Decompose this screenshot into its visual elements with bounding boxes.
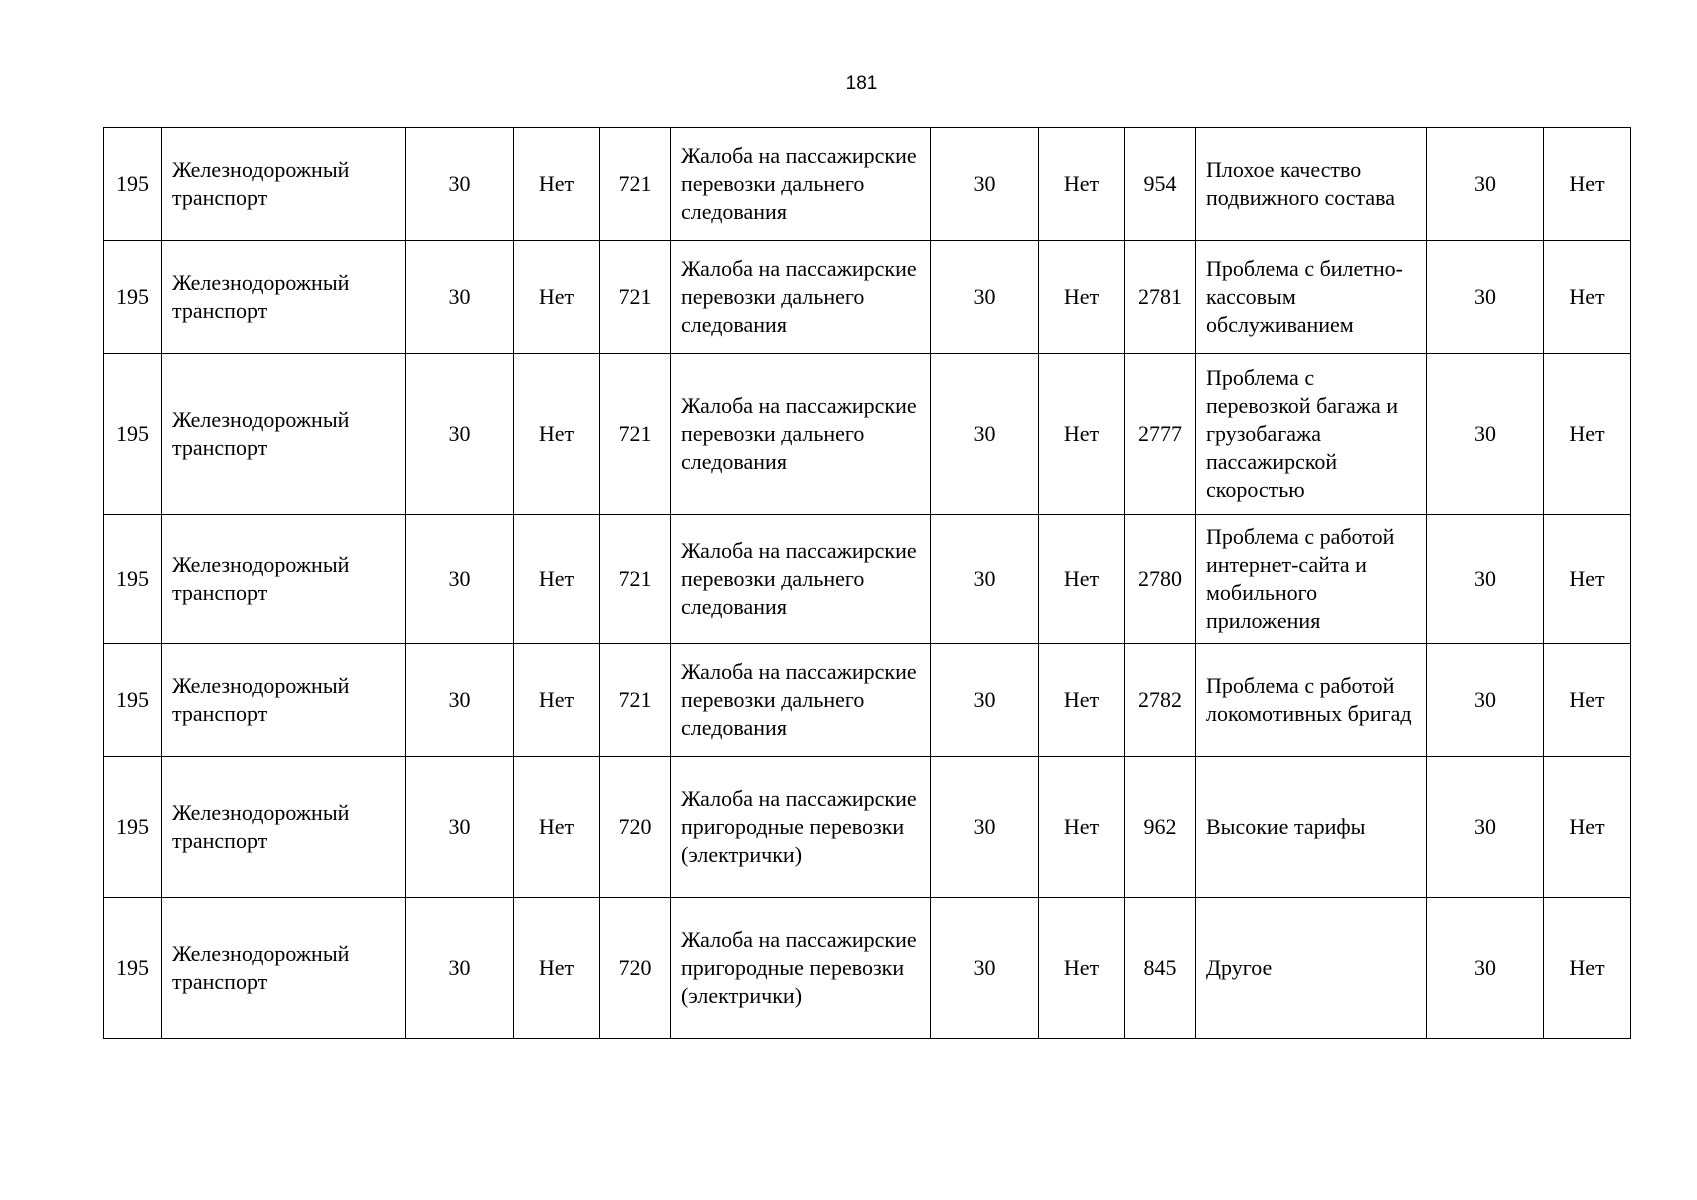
subcategory-cell: Жалоба на пассажирские перевозки дальнего следования xyxy=(671,354,931,515)
flag-cell: Нет xyxy=(1039,515,1125,644)
subcategory-cell: Жалоба на пассажирские пригородные перевозки (электрички) xyxy=(671,898,931,1039)
term-cell: 30 xyxy=(931,241,1039,354)
term-cell: 30 xyxy=(1427,757,1544,898)
term-cell: 30 xyxy=(406,898,514,1039)
flag-cell: Нет xyxy=(1039,128,1125,241)
category-cell: Железнодорожный транспорт xyxy=(162,515,406,644)
subcategory-cell: Жалоба на пассажирские перевозки дальнего следования xyxy=(671,241,931,354)
subcode-cell: 721 xyxy=(600,515,671,644)
term-cell: 30 xyxy=(1427,241,1544,354)
code-cell: 195 xyxy=(104,128,162,241)
category-cell: Железнодорожный транспорт xyxy=(162,644,406,757)
code-cell: 195 xyxy=(104,354,162,515)
topic-cell: Проблема с билетно-кассовым обслуживанием xyxy=(1196,241,1427,354)
flag-cell: Нет xyxy=(1039,241,1125,354)
subcategory-cell: Жалоба на пассажирские пригородные перевозки (электрички) xyxy=(671,757,931,898)
term-cell: 30 xyxy=(1427,128,1544,241)
code-cell: 195 xyxy=(104,757,162,898)
term-cell: 30 xyxy=(406,128,514,241)
category-cell: Железнодорожный транспорт xyxy=(162,898,406,1039)
topic-code-cell: 845 xyxy=(1125,898,1196,1039)
complaint-table xyxy=(103,127,1631,1039)
subcode-cell: 721 xyxy=(600,241,671,354)
category-cell: Железнодорожный транспорт xyxy=(162,128,406,241)
subcode-cell: 721 xyxy=(600,644,671,757)
topic-cell: Проблема с перевозкой багажа и грузобагажа пассажирской скоростью xyxy=(1196,354,1427,515)
table-row xyxy=(104,757,1631,898)
flag-cell: Нет xyxy=(1544,898,1631,1039)
flag-cell: Нет xyxy=(514,757,600,898)
subcategory-cell: Жалоба на пассажирские перевозки дальнего следования xyxy=(671,515,931,644)
table-row xyxy=(104,515,1631,644)
topic-code-cell: 2781 xyxy=(1125,241,1196,354)
flag-cell: Нет xyxy=(1039,354,1125,515)
flag-cell: Нет xyxy=(514,128,600,241)
table-row xyxy=(104,644,1631,757)
term-cell: 30 xyxy=(931,644,1039,757)
term-cell: 30 xyxy=(931,757,1039,898)
topic-code-cell: 2777 xyxy=(1125,354,1196,515)
term-cell: 30 xyxy=(406,515,514,644)
flag-cell: Нет xyxy=(1544,644,1631,757)
code-cell: 195 xyxy=(104,644,162,757)
term-cell: 30 xyxy=(931,354,1039,515)
term-cell: 30 xyxy=(1427,354,1544,515)
flag-cell: Нет xyxy=(1039,644,1125,757)
subcode-cell: 721 xyxy=(600,128,671,241)
term-cell: 30 xyxy=(406,757,514,898)
term-cell: 30 xyxy=(406,241,514,354)
flag-cell: Нет xyxy=(514,898,600,1039)
category-cell: Железнодорожный транспорт xyxy=(162,241,406,354)
code-cell: 195 xyxy=(104,515,162,644)
topic-cell: Другое xyxy=(1196,898,1427,1039)
topic-cell: Проблема с работой интернет-сайта и мобильного приложения xyxy=(1196,515,1427,644)
subcategory-cell: Жалоба на пассажирские перевозки дальнего следования xyxy=(671,644,931,757)
topic-code-cell: 954 xyxy=(1125,128,1196,241)
term-cell: 30 xyxy=(931,515,1039,644)
flag-cell: Нет xyxy=(514,515,600,644)
topic-cell: Плохое качество подвижного состава xyxy=(1196,128,1427,241)
topic-code-cell: 2780 xyxy=(1125,515,1196,644)
category-cell: Железнодорожный транспорт xyxy=(162,354,406,515)
flag-cell: Нет xyxy=(1544,241,1631,354)
flag-cell: Нет xyxy=(1544,354,1631,515)
table-row xyxy=(104,898,1631,1039)
topic-code-cell: 2782 xyxy=(1125,644,1196,757)
flag-cell: Нет xyxy=(1544,757,1631,898)
table-row xyxy=(104,128,1631,241)
subcode-cell: 720 xyxy=(600,898,671,1039)
term-cell: 30 xyxy=(1427,515,1544,644)
term-cell: 30 xyxy=(1427,898,1544,1039)
flag-cell: Нет xyxy=(1544,128,1631,241)
code-cell: 195 xyxy=(104,241,162,354)
code-cell: 195 xyxy=(104,898,162,1039)
term-cell: 30 xyxy=(931,128,1039,241)
flag-cell: Нет xyxy=(514,241,600,354)
table-row xyxy=(104,241,1631,354)
term-cell: 30 xyxy=(406,354,514,515)
topic-code-cell: 962 xyxy=(1125,757,1196,898)
term-cell: 30 xyxy=(931,898,1039,1039)
subcode-cell: 720 xyxy=(600,757,671,898)
page-number: 181 xyxy=(845,73,878,94)
flag-cell: Нет xyxy=(514,354,600,515)
flag-cell: Нет xyxy=(514,644,600,757)
subcategory-cell: Жалоба на пассажирские перевозки дальнего следования xyxy=(671,128,931,241)
term-cell: 30 xyxy=(406,644,514,757)
topic-cell: Проблема с работой локомотивных бригад xyxy=(1196,644,1427,757)
table-row xyxy=(104,354,1631,515)
flag-cell: Нет xyxy=(1544,515,1631,644)
category-cell: Железнодорожный транспорт xyxy=(162,757,406,898)
term-cell: 30 xyxy=(1427,644,1544,757)
flag-cell: Нет xyxy=(1039,898,1125,1039)
flag-cell: Нет xyxy=(1039,757,1125,898)
topic-cell: Высокие тарифы xyxy=(1196,757,1427,898)
subcode-cell: 721 xyxy=(600,354,671,515)
